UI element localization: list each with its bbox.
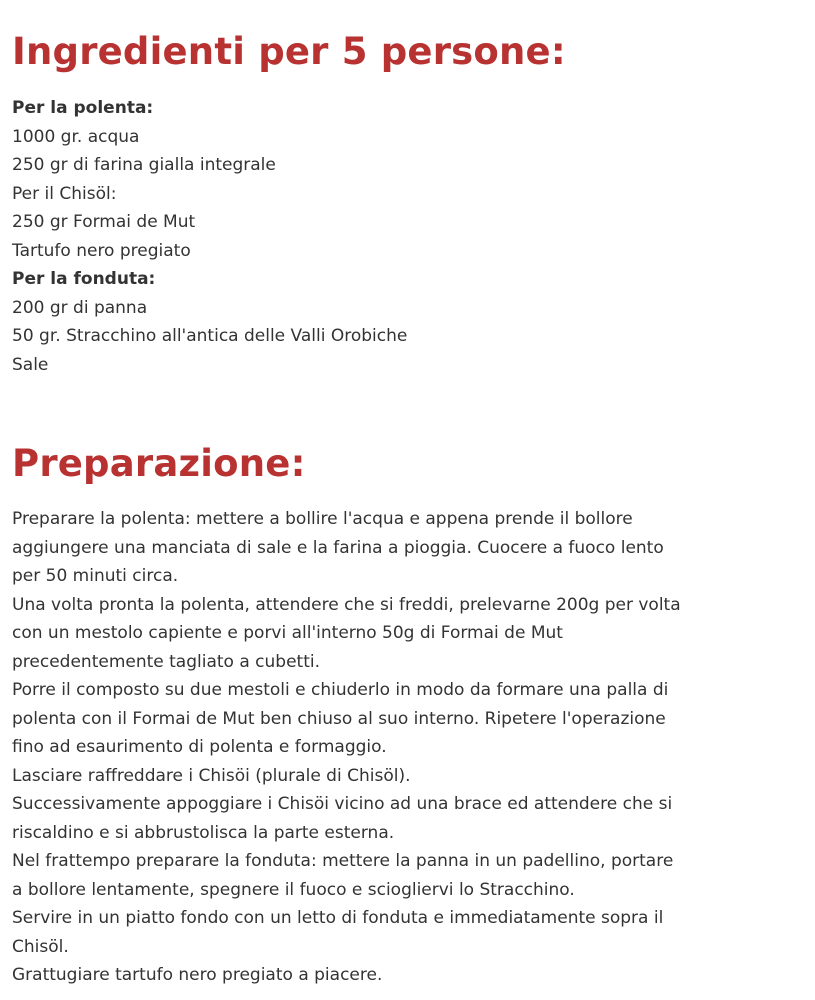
preparation-line: Successivamente appoggiare i Chisöi vicino ad una brace ed attendere che si <box>12 794 673 814</box>
ingredient-line: 250 gr Formai de Mut <box>12 212 196 232</box>
ingredient-line: 50 gr. Stracchino all'antica delle Valli Orobiche <box>12 326 408 346</box>
preparation-line: precedentemente tagliato a cubetti. <box>12 651 321 672</box>
ingredient-line: Tartufo nero pregiato <box>12 240 191 261</box>
ingredient-line: 200 gr di panna <box>12 297 148 318</box>
ingredient-line: 250 gr di farina gialla integrale <box>12 155 276 175</box>
preparation-line: riscaldino e si abbrustolisca la parte esterna. <box>12 822 395 843</box>
preparation-line: Grattugiare tartufo nero pregiato a piacere. <box>12 965 383 985</box>
preparation-line: a bollore lentamente, spegnere il fuoco e sciogliervi lo Stracchino. <box>12 879 575 900</box>
preparation-line: Porre il composto su due mestoli e chiuderlo in modo da formare una palla di <box>12 680 669 700</box>
preparation-line: fino ad esaurimento di polenta e formaggio. <box>12 737 387 757</box>
preparation-line: con un mestolo capiente e porvi all'interno 50g di Formai de Mut <box>12 623 563 643</box>
preparation-line: per 50 minuti circa. <box>12 566 179 586</box>
ingredients-list <box>12 94 407 379</box>
preparation-line: Una volta pronta la polenta, attendere che si freddi, prelevarne 200g per volta <box>12 594 681 615</box>
preparation-line: Servire in un piatto fondo con un letto di fonduta e immediatamente sopra il <box>12 908 664 928</box>
preparation-line: polenta con il Formai de Mut ben chiuso al suo interno. Ripetere l'operazione <box>12 708 666 729</box>
preparation-text <box>12 505 802 990</box>
ingredient-line: Sale <box>12 354 49 375</box>
preparation-line: Chisöl. <box>12 936 69 957</box>
ingredients-heading: Ingredienti per 5 persone: <box>12 30 566 73</box>
ingredient-line: 1000 gr. acqua <box>12 126 140 147</box>
ingredient-line: Per il Chisöl: <box>12 183 117 204</box>
ingredient-line: Per la fonduta: <box>12 269 156 289</box>
preparation-line: Nel frattempo preparare la fonduta: mettere la panna in un padellino, portare <box>12 851 674 871</box>
preparation-line: aggiungere una manciata di sale e la farina a pioggia. Cuocere a fuoco lento <box>12 537 664 558</box>
preparation-line: Lasciare raffreddare i Chisöi (plurale di Chisöl). <box>12 765 411 786</box>
ingredient-line: Per la polenta: <box>12 98 154 118</box>
preparation-heading: Preparazione: <box>12 442 306 485</box>
preparation-line: Preparare la polenta: mettere a bollire l'acqua e appena prende il bollore <box>12 509 633 529</box>
